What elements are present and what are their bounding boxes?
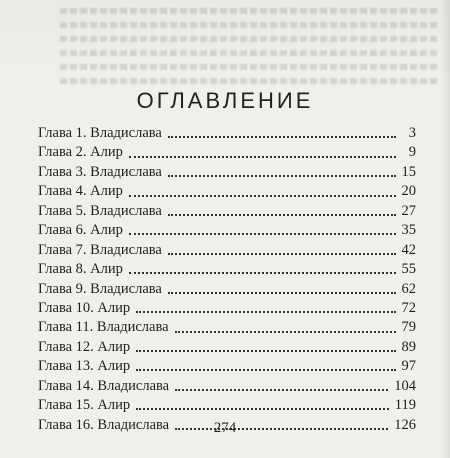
toc-entry-page: 79 <box>401 319 416 336</box>
bleed-through-text <box>0 0 450 85</box>
dot-leader <box>175 388 388 391</box>
dot-leader <box>129 232 396 235</box>
toc-entry[interactable] <box>38 396 416 415</box>
toc-entry-page: 27 <box>401 202 416 219</box>
toc-entry-label: Глава 7. Владислава <box>38 241 162 258</box>
dot-leader <box>168 213 396 216</box>
toc-entry-page: 9 <box>408 144 416 161</box>
toc-entry-page: 97 <box>401 358 416 375</box>
toc-entry[interactable] <box>38 202 416 221</box>
toc-entry[interactable] <box>38 124 416 143</box>
dot-leader <box>168 174 396 177</box>
toc-entry[interactable] <box>38 357 416 376</box>
dot-leader <box>129 194 396 197</box>
toc-entry-label: Глава 2. Алир <box>38 144 123 161</box>
toc-entry-page: 55 <box>401 261 416 278</box>
page-spine-shadow <box>440 0 450 458</box>
dot-leader <box>168 252 396 255</box>
dot-leader <box>168 291 396 294</box>
toc-entry-label: Глава 1. Владислава <box>38 125 162 141</box>
toc-entry-page: 104 <box>394 377 416 394</box>
toc-entry-page: 35 <box>401 222 416 239</box>
toc-entry[interactable] <box>38 241 416 260</box>
toc-entry[interactable] <box>38 338 416 357</box>
table-of-contents <box>38 124 416 435</box>
toc-entry-label: Глава 10. Алир <box>38 299 131 316</box>
toc-entry-label: Глава 3. Владислава <box>38 163 162 180</box>
dot-leader <box>129 155 396 158</box>
toc-entry-page: 20 <box>401 183 416 200</box>
dot-leader <box>136 368 395 371</box>
toc-entry[interactable] <box>38 143 416 162</box>
toc-entry-page: 62 <box>401 280 416 297</box>
toc-entry[interactable] <box>38 299 416 318</box>
toc-entry[interactable] <box>38 280 416 299</box>
toc-entry-label: Глава 11. Владислава <box>38 319 169 336</box>
dot-leader <box>136 349 395 352</box>
toc-entry[interactable] <box>38 221 416 240</box>
toc-entry[interactable] <box>38 182 416 201</box>
toc-entry-page: 42 <box>401 241 416 258</box>
toc-entry-label: Глава 8. Алир <box>38 261 123 278</box>
dot-leader <box>129 271 396 274</box>
toc-entry-label: Глава 4. Алир <box>38 183 123 200</box>
toc-entry-label: Глава 6. Алир <box>38 222 123 239</box>
toc-heading: ОГЛАВЛЕНИЕ <box>136 88 314 113</box>
toc-entry[interactable] <box>38 163 416 182</box>
toc-entry-label: Глава 13. Алир <box>38 358 131 375</box>
toc-entry-page: 126 <box>394 416 416 433</box>
dot-leader <box>136 407 389 410</box>
toc-entry-label: Глава 5. Владислава <box>38 202 162 219</box>
toc-entry-page: 3 <box>408 125 416 141</box>
toc-entry-label: Глава 14. Владислава <box>38 377 170 394</box>
dot-leader <box>168 135 396 138</box>
toc-entry-label: Глава 15. Алир <box>38 397 131 414</box>
toc-entry-label: Глава 9. Владислава <box>38 280 162 297</box>
dot-leader <box>175 330 396 333</box>
toc-entry-page: 15 <box>401 163 416 180</box>
toc-entry-label: Глава 16. Владислава <box>38 416 170 433</box>
toc-entry[interactable] <box>38 260 416 279</box>
toc-entry[interactable] <box>38 377 416 396</box>
dot-leader <box>136 310 395 313</box>
toc-entry-label: Глава 12. Алир <box>38 338 131 355</box>
toc-entry[interactable] <box>38 318 416 337</box>
page-number: 274 <box>213 420 237 436</box>
toc-entry-page: 89 <box>401 338 416 355</box>
toc-entry-page: 72 <box>401 299 416 316</box>
toc-entry-page: 119 <box>394 397 416 414</box>
